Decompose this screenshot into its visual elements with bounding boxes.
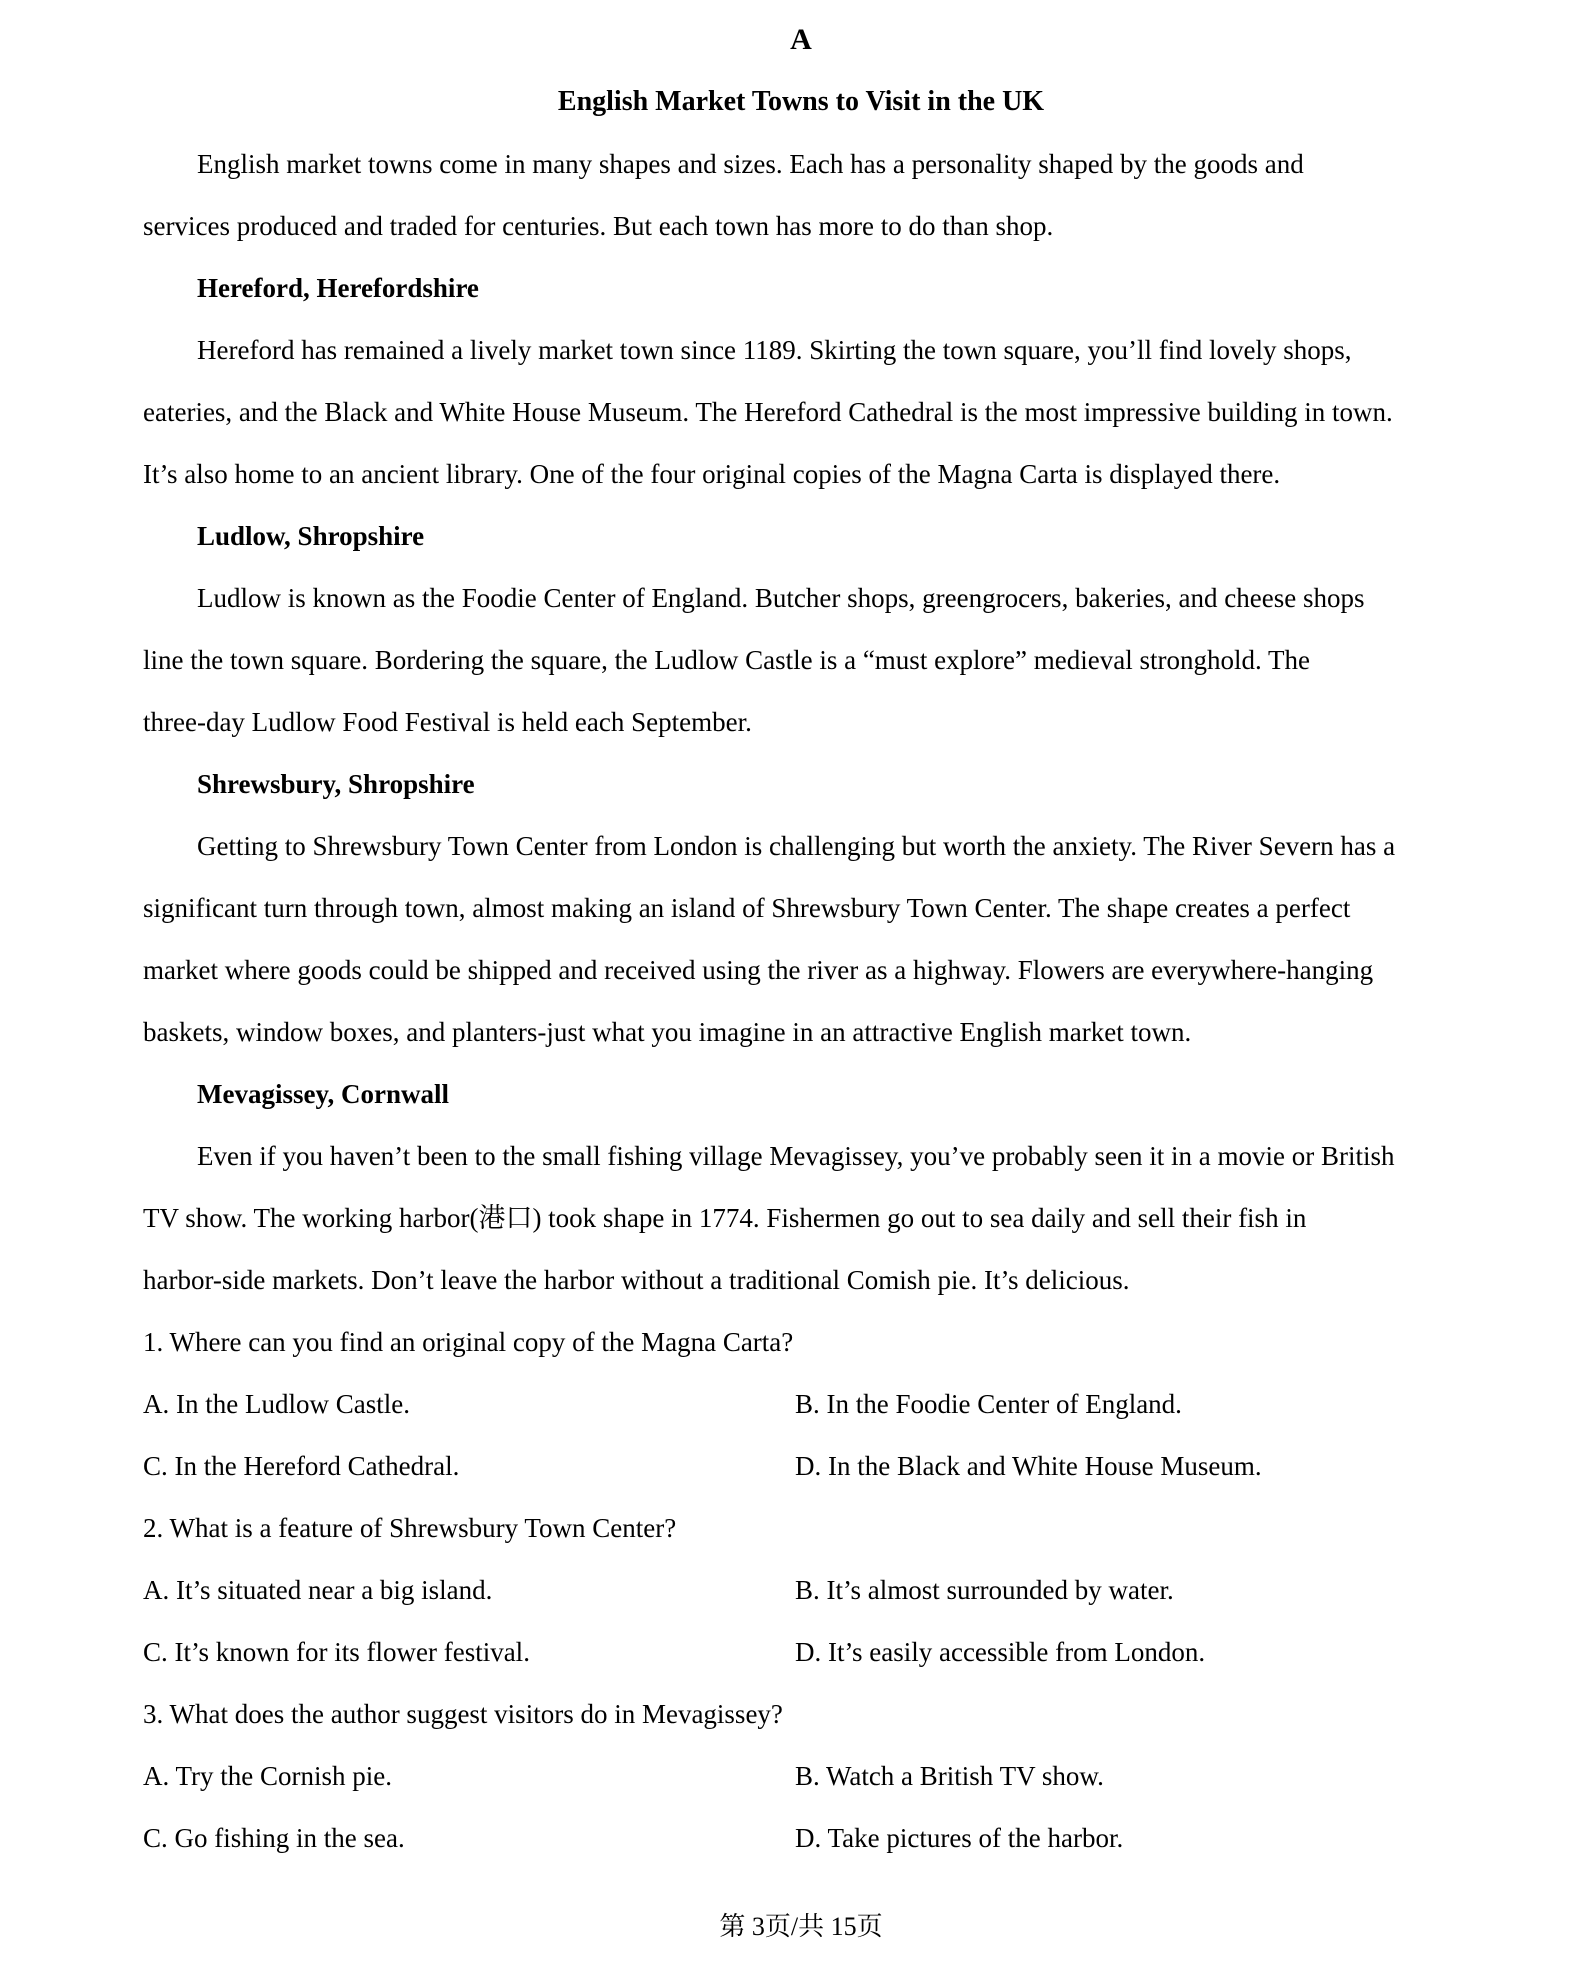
question-3-options-row-2 (143, 1807, 1459, 1869)
question-3-option-b: B. Watch a British TV show. (795, 1761, 1104, 1791)
passage-title: English Market Towns to Visit in the UK (557, 86, 1045, 117)
question-3-option-d: D. Take pictures of the harbor. (795, 1823, 1124, 1853)
intro-line-2: services produced and traded for centuries. But each town has more to do than shop. (143, 211, 1054, 241)
shrewsbury-line-2: significant turn through town, almost making an island of Shrewsbury Town Center. The shape creates a perfect (143, 893, 1351, 923)
ludlow-line-1: Ludlow is known as the Foodie Center of England. Butcher shops, greengrocers, bakeries, and cheese shops (197, 583, 1365, 613)
section-label: A (790, 23, 812, 56)
question-1-option-d: D. In the Black and White House Museum. (795, 1451, 1262, 1481)
mevagissey-line-1: Even if you haven’t been to the small fishing village Mevagissey, you’ve probably seen it in a movie or British (197, 1141, 1395, 1171)
question-1-options-row-2 (143, 1435, 1459, 1497)
question-3-options-row-1 (143, 1745, 1459, 1807)
ludlow-line-2: line the town square. Bordering the square, the Ludlow Castle is a “must explore” medieval stronghold. The (143, 645, 1310, 675)
question-1-option-a: A. In the Ludlow Castle. (143, 1389, 410, 1419)
mevagissey-line-3: harbor-side markets. Don’t leave the harbor without a traditional Comish pie. It’s delicious. (143, 1265, 1130, 1295)
hereford-line-3: It’s also home to an ancient library. One of the four original copies of the Magna Carta is displayed there. (143, 459, 1281, 489)
question-2-options-row-1 (143, 1559, 1459, 1621)
question-1-options-row-1 (143, 1373, 1459, 1435)
intro-line-1: English market towns come in many shapes and sizes. Each has a personality shaped by the goods and (197, 149, 1304, 179)
shrewsbury-line-4: baskets, window boxes, and planters-just what you imagine in an attractive English market town. (143, 1017, 1192, 1047)
question-1-option-b: B. In the Foodie Center of England. (795, 1389, 1182, 1419)
heading-mevagissey: Mevagissey, Cornwall (197, 1079, 449, 1109)
heading-ludlow: Ludlow, Shropshire (197, 521, 425, 551)
heading-shrewsbury: Shrewsbury, Shropshire (197, 769, 475, 799)
hereford-line-1: Hereford has remained a lively market town since 1189. Skirting the town square, you’ll find lovely shops, (197, 335, 1352, 365)
page-number-footer: 第 3页/共 15页 (719, 1912, 883, 1941)
ludlow-line-3: three-day Ludlow Food Festival is held each September. (143, 707, 752, 737)
question-2-option-b: B. It’s almost surrounded by water. (795, 1575, 1174, 1605)
mevagissey-line-2: TV show. The working harbor(港口) took shape in 1774. Fishermen go out to sea daily and sell their fish in (143, 1203, 1307, 1233)
shrewsbury-line-1: Getting to Shrewsbury Town Center from London is challenging but worth the anxiety. The River Severn has a (197, 831, 1396, 861)
question-1-option-c: C. In the Hereford Cathedral. (143, 1451, 460, 1481)
heading-hereford: Hereford, Herefordshire (197, 273, 479, 303)
question-2-options-row-2 (143, 1621, 1459, 1683)
question-3-option-a: A. Try the Cornish pie. (143, 1761, 393, 1791)
question-2-option-c: C. It’s known for its flower festival. (143, 1637, 530, 1667)
question-2-option-d: D. It’s easily accessible from London. (795, 1637, 1206, 1667)
question-2-text: 2. What is a feature of Shrewsbury Town Center? (143, 1513, 677, 1543)
question-1-text: 1. Where can you find an original copy of the Magna Carta? (143, 1327, 794, 1357)
shrewsbury-line-3: market where goods could be shipped and received using the river as a highway. Flowers are everywhere-hanging (143, 955, 1374, 985)
question-2-option-a: A. It’s situated near a big island. (143, 1575, 493, 1605)
hereford-line-2: eateries, and the Black and White House Museum. The Hereford Cathedral is the most impressive building in town. (143, 397, 1393, 427)
question-3-text: 3. What does the author suggest visitors do in Mevagissey? (143, 1699, 783, 1729)
question-3-option-c: C. Go fishing in the sea. (143, 1823, 405, 1853)
